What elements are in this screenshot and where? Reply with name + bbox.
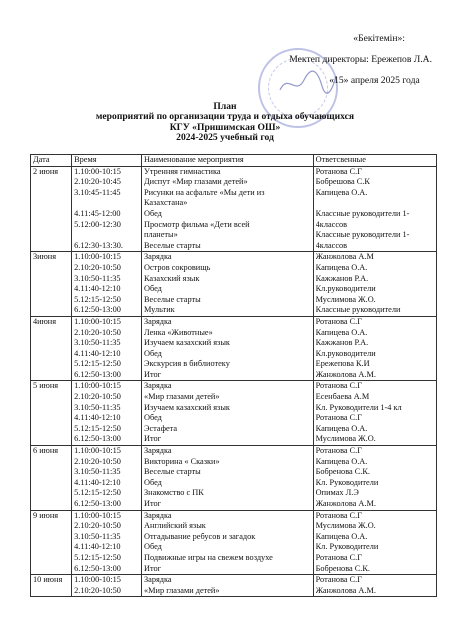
events-line: Итог [144, 499, 162, 508]
time-cell [72, 252, 142, 317]
responsible-cell [313, 510, 436, 575]
date-cell [31, 381, 72, 446]
times-line: 2.10:20-10:50 [74, 392, 121, 402]
date-cell [31, 252, 72, 317]
times-line: 3.10:50-11:35 [74, 467, 121, 477]
date-text: 5 июня [33, 381, 59, 391]
events-line: Обед [144, 542, 162, 552]
times-line: 3.10:50-11:35 [74, 338, 121, 348]
time-cell [72, 575, 142, 597]
schedule-table [30, 154, 437, 597]
responsible-cell [313, 575, 436, 597]
times-line: 5.12:15-12:50 [74, 488, 121, 498]
times-line: 2.10:20-10:50 [74, 327, 121, 337]
resp-line: Жанжолова А.М. [315, 369, 376, 379]
date-cell [31, 446, 72, 511]
times-line: 1.10:00-10:15 [74, 575, 121, 585]
resp-line: Ротанова С.Г [315, 316, 363, 326]
resp-line: Ротанова С.Г [315, 166, 363, 176]
times-line: 3.10:45-11:45 [74, 187, 121, 197]
resp-line: Классные руководители [315, 305, 401, 315]
events-line: Зарядка [144, 381, 172, 391]
events-line: Остров сокровищь [144, 262, 211, 272]
resp-line: Кл. Руководители 1-4 кл [315, 402, 402, 412]
times-line [74, 198, 139, 209]
approval-block [289, 28, 432, 91]
events-line: Итог [144, 434, 162, 444]
date-cell [31, 166, 72, 252]
resp-line: Капицева О.А. [315, 187, 368, 197]
events-line: Зарядка [144, 446, 172, 456]
times-line: 2.10:20-10:50 [74, 262, 121, 272]
resp-line: Ротанова С.Г [315, 575, 363, 585]
events-line: Викторина « Сказки» [144, 456, 220, 466]
events-line: Обед [144, 348, 162, 358]
events-line: Изучаем казахский язык [144, 338, 230, 348]
resp-line: Классные руководители 1- [315, 208, 410, 218]
resp-line: Капицева О.А. [315, 327, 368, 337]
resp-line: Бобренова С.К. [315, 563, 370, 573]
date-text: 4июня [33, 316, 57, 326]
header-time: Время [72, 155, 142, 167]
responsible-cell [313, 446, 436, 511]
resp-line: Классные руководители 1- [315, 230, 410, 240]
resp-line: 4классов [315, 219, 348, 229]
header-date: Дата [31, 155, 72, 167]
responsible-cell [313, 252, 436, 317]
events-line: Мультик [144, 305, 175, 315]
resp-line: Жанжолова А.М [315, 252, 374, 262]
resp-line: Ротанова С.Г [315, 552, 363, 562]
events-line: Ленка «Животные» [144, 327, 213, 337]
resp-line: Муслимова Ж.О. [315, 294, 376, 304]
approval-heading: «Бекітемін»: [353, 33, 405, 44]
title-line-2: мероприятий по организации труда и отдыха обучающихся [95, 111, 355, 123]
date-cell [31, 510, 72, 575]
time-cell [72, 316, 142, 381]
table-row [31, 510, 437, 575]
times-line: 2.10:20-10:50 [74, 456, 121, 466]
events-line: Зарядка [144, 252, 172, 262]
resp-line [316, 198, 434, 209]
resp-line: Кл. Руководители [315, 542, 379, 552]
approval-director: Мектеп директоры: Ережепов Л.А. [289, 54, 432, 65]
table-row [31, 446, 437, 511]
table-row [31, 166, 437, 252]
times-line: 5.12:15-12:50 [74, 294, 121, 304]
times-line: 5.12:00-12:30 [74, 219, 121, 229]
times-line: 4.11:40-12:10 [74, 477, 121, 487]
header-event: Наименование мероприятия [142, 155, 314, 167]
events-line: Зарядка [144, 316, 172, 326]
events-line: Подвижные игры на свежем воздухе [144, 552, 273, 562]
header-responsible: Ответсвенные [313, 155, 436, 167]
resp-line: Бобрешова С.К [315, 177, 370, 187]
resp-line: 4классов [315, 240, 348, 250]
times-line: 6.12:30-13:30. [74, 240, 123, 250]
times-line: 6.12:50-13:00 [74, 499, 121, 508]
events-line: Казахский язык [144, 273, 200, 283]
resp-line: Муслимова Ж.О. [315, 521, 376, 531]
event-cell [142, 510, 314, 575]
events-line: Просмотр фильма «Дети всей [144, 219, 250, 229]
events-line: Итог [144, 369, 162, 379]
event-cell [142, 252, 314, 317]
events-line: Экскурсия в библиотеку [144, 359, 230, 369]
title-line-3: КГУ «Пришимская ОШ» [169, 121, 281, 133]
resp-line: Ротанова С.Г [315, 381, 363, 391]
resp-line: Капицева О.А. [315, 456, 368, 466]
events-line: Веселые старты [144, 294, 201, 304]
event-cell [142, 446, 314, 511]
resp-line: Ережепова К.И [315, 359, 370, 369]
events-line: Обед [144, 284, 162, 294]
resp-line: Ротанова С.Г [315, 446, 363, 456]
events-line: Итог [144, 563, 162, 573]
event-cell [142, 575, 314, 597]
document-title [0, 102, 450, 144]
events-line: Утренняя гимнастика [144, 166, 221, 176]
events-line: Знакомство с ПК [144, 488, 204, 498]
time-cell [72, 446, 142, 511]
times-line: 6.12:50-13:00 [74, 369, 121, 379]
times-line: 4.11:40-12:10 [74, 542, 121, 552]
date-text: 3июня [33, 252, 57, 262]
events-line: Английский язык [144, 521, 206, 531]
times-line: 4.11:40-12:10 [74, 413, 121, 423]
resp-line: Муслимова Ж.О. [315, 434, 376, 444]
events-line: Изучаем казахский язык [144, 402, 230, 412]
times-line: 3.10:50-11:35 [74, 273, 121, 283]
events-line: Рисунки на асфальте «Мы дети из [144, 187, 265, 197]
events-line: «Мир глазами детей» [144, 585, 220, 595]
resp-line: Кажжанов Р.А. [315, 338, 369, 348]
resp-line: Кл.руководители [315, 284, 376, 294]
date-text: 9 июня [33, 510, 59, 520]
times-line: 2.10:20-10:50 [74, 585, 121, 595]
resp-line: Опимах Л.Э [315, 488, 359, 498]
events-line: Зарядка [144, 510, 172, 520]
events-line: Обед [144, 208, 162, 218]
time-cell [72, 381, 142, 446]
time-cell [72, 510, 142, 575]
responsible-cell [313, 166, 436, 252]
events-line: Обед [144, 413, 162, 423]
events-line: планеты» [144, 230, 178, 240]
events-line: Обед [144, 477, 162, 487]
times-line: 2.10:20-10:45 [74, 177, 121, 187]
resp-line: Кл. Руководители [315, 477, 379, 487]
resp-line: Жанжолова А.М. [315, 585, 376, 595]
title-line-1: План [213, 101, 237, 112]
date-text: 2 июня [33, 166, 59, 176]
events-line: Эстафета [144, 423, 178, 433]
resp-line: Есенбаева А.М [315, 392, 370, 402]
times-line: 1.10:00-10:15 [74, 381, 121, 391]
title-line-4: 2024-2025 учебный год [176, 132, 274, 144]
resp-line: Ротанова С.Г [315, 510, 363, 520]
event-cell [142, 381, 314, 446]
resp-line: Кажжанов Р.А. [315, 273, 369, 283]
events-line: Веселые старты [144, 240, 201, 250]
date-cell [31, 316, 72, 381]
responsible-cell [313, 381, 436, 446]
date-cell [31, 575, 72, 597]
times-line: 1.10:00-10:15 [74, 316, 121, 326]
resp-line: Капицева О.А. [315, 423, 368, 433]
times-line: 1.10:00-10:15 [74, 166, 121, 176]
resp-line: Кл.руководители [315, 348, 376, 358]
resp-line: Капицева О.А. [315, 262, 368, 272]
resp-line: Жанжолова А.М. [315, 499, 376, 508]
times-line: 2.10:20-10:50 [74, 521, 121, 531]
table-row [31, 575, 437, 597]
table-row [31, 316, 437, 381]
time-cell [72, 166, 142, 252]
times-line: 5.12:15-12:50 [74, 552, 121, 562]
times-line [74, 230, 139, 241]
events-line: Веселые старты [144, 467, 201, 477]
date-text: 6 июня [33, 446, 59, 456]
events-line: «Мир глазами детей» [144, 392, 220, 402]
times-line: 6.12:50-13:00 [74, 434, 121, 444]
times-line: 6.12:50-13:00 [74, 563, 121, 573]
table-header-row [31, 155, 437, 167]
resp-line: Бобренова С.К. [315, 467, 370, 477]
events-line: Зарядка [144, 575, 172, 585]
event-cell [142, 316, 314, 381]
times-line: 1.10:00-10:15 [74, 446, 121, 456]
times-line: 4.11:45-12:00 [74, 208, 121, 218]
times-line: 1.10:00-10:15 [74, 252, 121, 262]
table-row [31, 381, 437, 446]
times-line: 1.10:00-10:15 [74, 510, 121, 520]
resp-line: Капицева О.А. [315, 531, 368, 541]
date-text: 10 июня [33, 575, 63, 585]
table-row [31, 252, 437, 317]
events-line: Отгадывание ребусов и загадок [144, 531, 256, 541]
approval-date: «15» апреля 2025 года [329, 75, 420, 86]
times-line: 5.12:15-12:50 [74, 423, 121, 433]
events-line: Диспут «Мир глазами детей» [144, 177, 248, 187]
responsible-cell [313, 316, 436, 381]
times-line: 5.12:15-12:50 [74, 359, 121, 369]
event-cell [142, 166, 314, 252]
times-line: 3.10:50-11:35 [74, 402, 121, 412]
times-line: 4.11:40-12:10 [74, 348, 121, 358]
resp-line: Ротанова С.Г [315, 413, 363, 423]
times-line: 4.11:40-12:10 [74, 284, 121, 294]
times-line: 3.10:50-11:35 [74, 531, 121, 541]
events-line: Казахстана» [144, 198, 188, 208]
times-line: 6.12:50-13:00 [74, 305, 121, 315]
